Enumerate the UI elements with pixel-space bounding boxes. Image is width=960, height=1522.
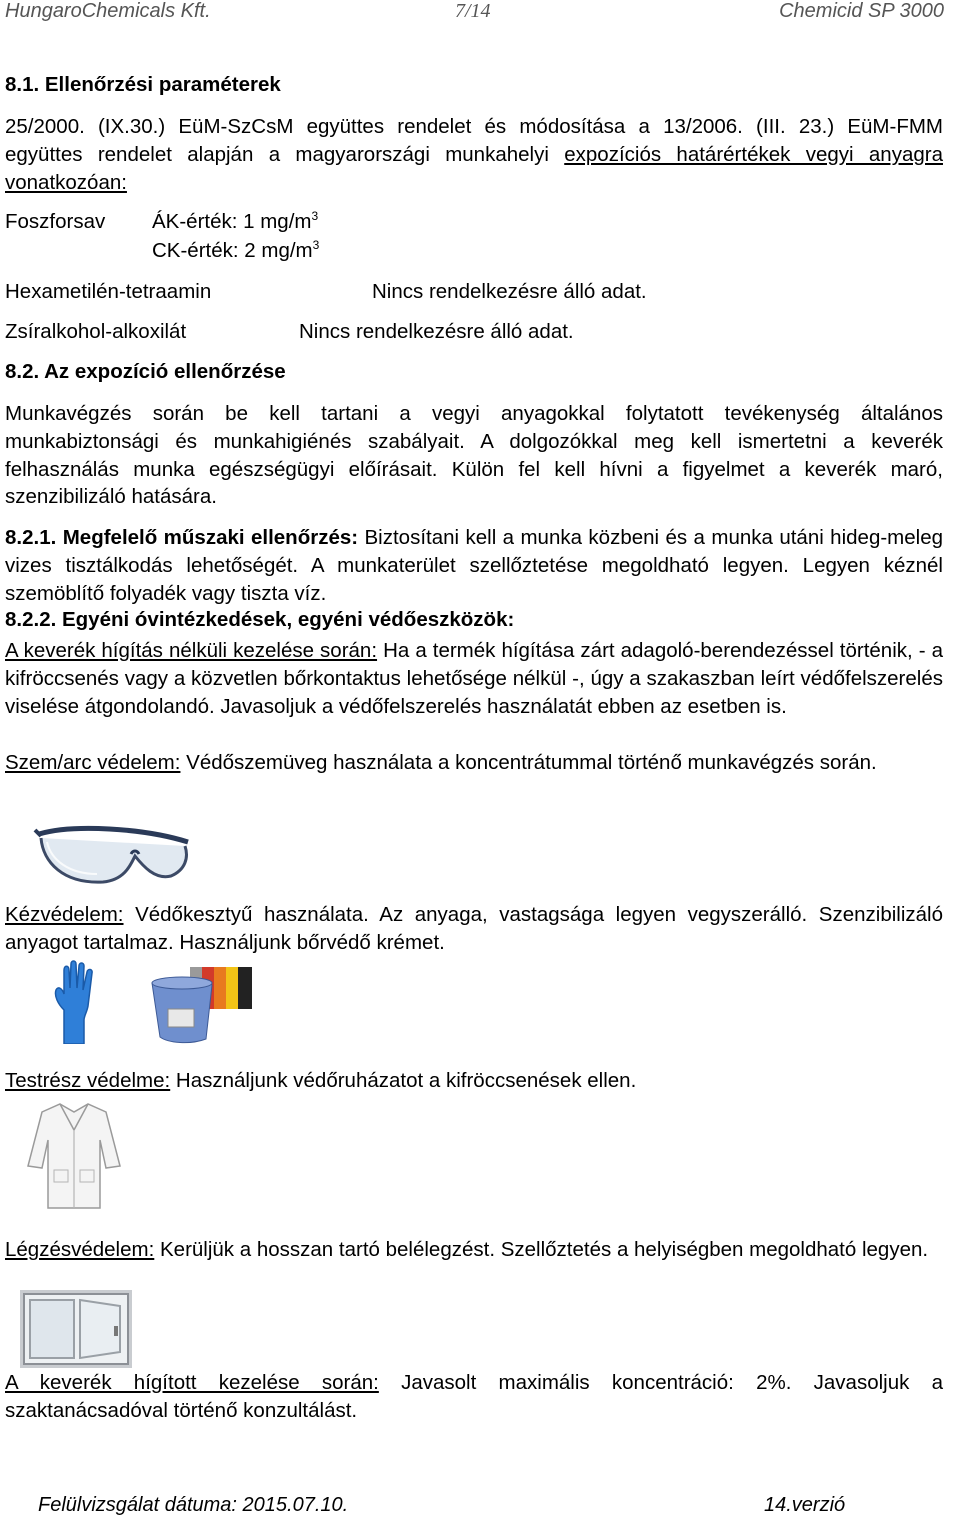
eye-protection-paragraph	[5, 749, 943, 777]
regulation-text: 25/2000. (IX.30.) EüM-SzCsM együttes rendelet és módosítása a 13/2006. (III. 23.) EüM-FMM együttes rendelet alapján a magyarországi munkahelyi	[5, 115, 943, 166]
diluted-paragraph	[5, 1369, 943, 1425]
undiluted-label: A keverék hígítás nélküli kezelése során:	[5, 639, 378, 662]
header-product: Chemicid SP 3000	[779, 0, 944, 22]
lab-coat-icon	[26, 1100, 122, 1210]
row-foszforsav-ak: ÁK-érték: 1 $mg/m^3$	[152, 209, 319, 233]
respiratory-protection-text: Kerüljük a hosszan tartó belélegzést. Szellőztetés a helyiségben megoldható legyen.	[154, 1238, 929, 1261]
regulation-paragraph	[5, 113, 943, 196]
row-hexametilen-name: Hexametilén-tetraamin	[5, 280, 212, 303]
row-zsiralkohol-value: Nincs rendelkezésre álló adat.	[299, 320, 574, 343]
undiluted-paragraph	[5, 637, 943, 720]
section-8-2-1-number: 8.2.1.	[5, 526, 57, 549]
footer-version: 14.verzió	[764, 1494, 846, 1516]
respiratory-protection-paragraph	[5, 1236, 943, 1264]
blue-glove-icon	[52, 960, 98, 1044]
footer-review-date: Felülvizsgálat dátuma: 2015.07.10.	[38, 1494, 349, 1516]
skin-cream-icon	[150, 965, 256, 1045]
row-hexametilen-value: Nincs rendelkezésre álló adat.	[372, 280, 647, 303]
row-foszforsav-name: Foszforsav	[5, 210, 106, 233]
row-zsiralkohol-name: Zsíralkohol-alkoxilát	[5, 320, 187, 343]
body-protection-label: Testrész védelme:	[5, 1069, 171, 1092]
section-8-2-1-title: Megfelelő műszaki ellenőrzés:	[62, 526, 359, 549]
header-page-number: 7/14	[455, 0, 491, 22]
undiluted-text: Ha a termék hígítása zárt adagoló-berendezéssel történik, - a kifröccsenés vagy a közvetlen bőrkontaktus lehetősége nélkül -, úgy a szakaszban leírt védőfelszerelés viselése átgondolandó. Javasoljuk a védőfelszerelés használatát ebben az esetben is.	[5, 639, 943, 718]
hand-protection-label: Kézvédelem:	[5, 903, 124, 926]
diluted-text: Javasolt maximális koncentráció: 2%. Javasoljuk a szaktanácsadóval történő konzultálást.	[5, 1371, 943, 1422]
open-window-icon	[20, 1290, 132, 1368]
row-foszforsav-ck: CK-érték: 2 $mg/m^3$	[152, 238, 320, 262]
eye-protection-label: Szem/arc védelem:	[5, 751, 181, 774]
section-8-2-1-text: Biztosítani kell a munka közbeni és a munka utáni hideg-meleg vizes tisztálkodás lehetőségét. A munkaterület szellőztetése megoldható legyen. Legyen kéznél szemöblítő folyadék vagy tiszta víz.	[5, 526, 944, 605]
regulation-underlined-text: expozíciós határértékek vegyi anyagra vonatkozóan:	[5, 142, 943, 194]
section-8-2-1-paragraph	[5, 524, 943, 607]
hand-protection-paragraph	[5, 901, 943, 957]
hand-protection-text: Védőkesztyű használata. Az anyaga, vastagsága legyen vegyszerálló. Szenzibilizáló anyagot tartalmaz. Használjunk bőrvédő krémet.	[5, 903, 943, 954]
eye-protection-text: Védőszemüveg használata a koncentrátummal történő munkavégzés során.	[180, 751, 877, 774]
section-8-2-2-title: 8.2.2. Egyéni óvintézkedések, egyéni védőeszközök:	[5, 608, 515, 631]
diluted-label: A keverék hígított kezelése során:	[5, 1371, 379, 1394]
section-8-1-title: 8.1. Ellenőrzési paraméterek	[5, 73, 281, 96]
safety-glasses-icon	[33, 822, 193, 896]
body-protection-paragraph	[5, 1069, 636, 1093]
respiratory-protection-label: Légzésvédelem:	[5, 1238, 155, 1261]
section-8-2-title: 8.2. Az expozíció ellenőrzése	[5, 360, 286, 383]
header-company: HungaroChemicals Kft.	[5, 0, 211, 22]
body-protection-text: Használjunk védőruházatot a kifröccsenések ellen.	[170, 1069, 637, 1092]
exposure-intro-paragraph: Munkavégzés során be kell tartani a vegyi anyagokkal folytatott tevékenység általános munkabiztonsági és munkahigiénés szabályait. A dolgozókkal meg kell ismertetni a keverék felhasználás munka egészségügyi előírásait. Külön fel kell hívni a figyelmet a keverék maró, szenzibilizáló hatására.	[5, 402, 943, 509]
